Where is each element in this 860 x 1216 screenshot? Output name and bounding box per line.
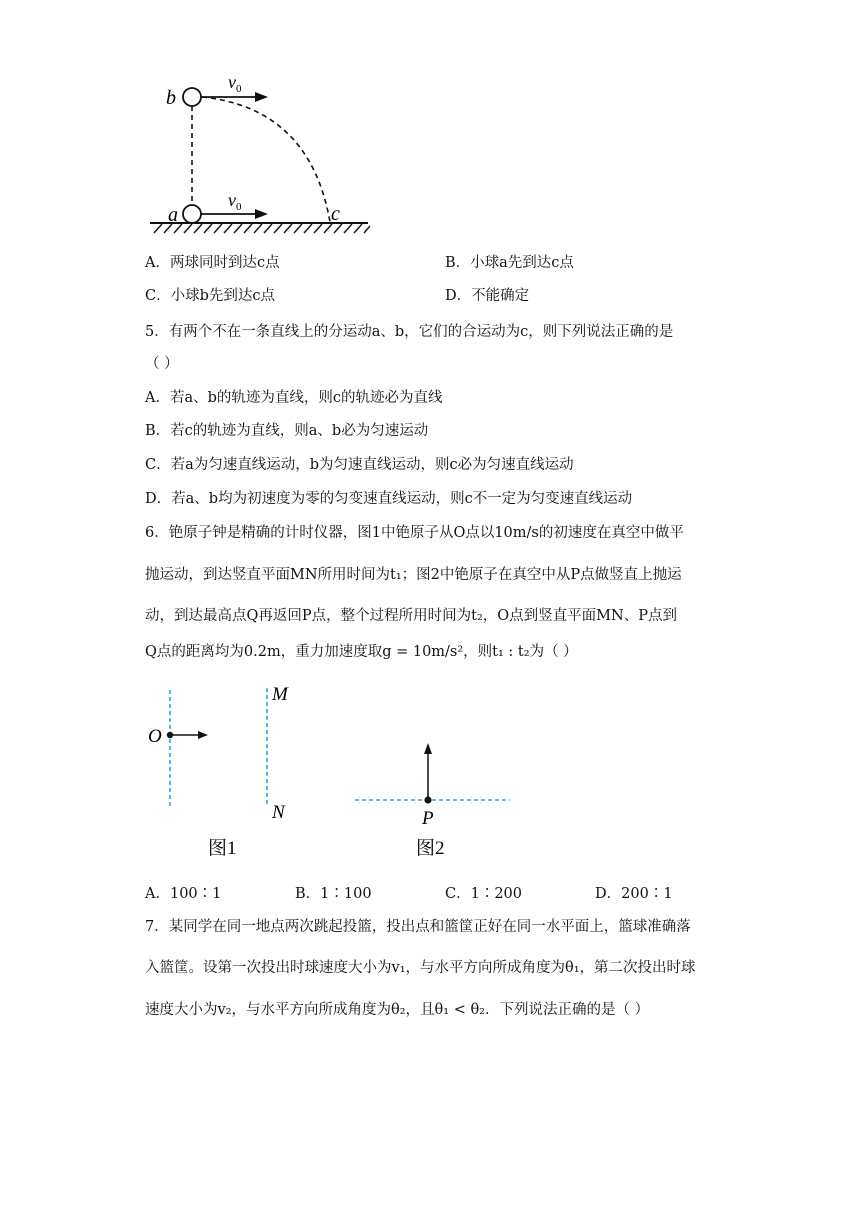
q5-stem-line1: 5．有两个不在一条直线上的分运动a、b，它们的合运动为c，则下列说法正确的是: [145, 324, 674, 340]
q4-option-d: D．不能确定: [445, 288, 530, 304]
q6-figures: [140, 680, 540, 865]
q5-stem-line2: （ ）: [145, 356, 179, 372]
q5-option-c: C．若a为匀速直线运动，b为匀速直线运动，则c必为匀速直线运动: [145, 457, 574, 473]
q4-option-b: B．小球a先到达c点: [445, 255, 574, 271]
q6-line2: 抛运动，到达竖直平面MN所用时间为t₁；图2中铯原子在真空中从P点做竖直上抛运: [145, 567, 682, 583]
label-a: a: [168, 204, 178, 226]
fig2-caption: 图2: [416, 838, 445, 859]
q7-line2: 入篮筐。设第一次投出时球速度大小为v₁，与水平方向所成角度为θ₁，第二次投出时球: [145, 960, 696, 976]
q6-option-c: C．1∶200: [445, 886, 523, 902]
ball-a: [183, 205, 201, 223]
label-v0-bottom: $v_0$: [228, 190, 242, 213]
projectile-figure: [140, 68, 380, 238]
ball-b: [183, 88, 201, 106]
ground-hatching: [154, 224, 370, 233]
label-c: c: [331, 203, 340, 225]
q6-option-b: B．1∶100: [295, 886, 372, 902]
q6-line3: 动，到达最高点Q再返回P点，整个过程所用时间为t₂，O点到竖直平面MN、P点到: [145, 608, 677, 624]
label-n: N: [272, 802, 285, 823]
q4-option-a: A．两球同时到达c点: [145, 255, 280, 271]
label-o: O: [148, 726, 162, 747]
q6-option-a: A．100∶1: [145, 886, 222, 902]
label-b: b: [166, 87, 176, 109]
q6-line4: Q点的距离均为0.2m，重力加速度取g = 10m/s²，则t₁ : t₂为（ ）: [145, 644, 578, 660]
q7-line3: 速度大小为v₂，与水平方向所成角度为θ₂，且θ₁ < θ₂．下列说法正确的是（ ）: [145, 1002, 650, 1018]
q5-option-b: B．若c的轨迹为直线，则a、b必为匀速运动: [145, 423, 429, 439]
q7-line1: 7．某同学在同一地点两次跳起投篮，投出点和篮筐正好在同一水平面上，篮球准确落: [145, 919, 691, 935]
fig1-caption: 图1: [208, 838, 237, 859]
label-v0-top: $v_0$: [228, 72, 242, 95]
q5-option-a: A．若a、b的轨迹为直线，则c的轨迹必为直线: [145, 390, 443, 406]
trajectory-curve: [202, 97, 330, 222]
q6-line1: 6．铯原子钟是精确的计时仪器，图1中铯原子从O点以10m/s的初速度在真空中做平: [145, 525, 684, 541]
q4-option-c: C．小球b先到达c点: [145, 288, 276, 304]
q6-option-d: D．200∶1: [595, 886, 673, 902]
label-m: M: [272, 684, 288, 705]
q5-option-d: D．若a、b均为初速度为零的匀变速直线运动，则c不一定为匀变速直线运动: [145, 491, 633, 507]
label-p: P: [422, 808, 434, 829]
